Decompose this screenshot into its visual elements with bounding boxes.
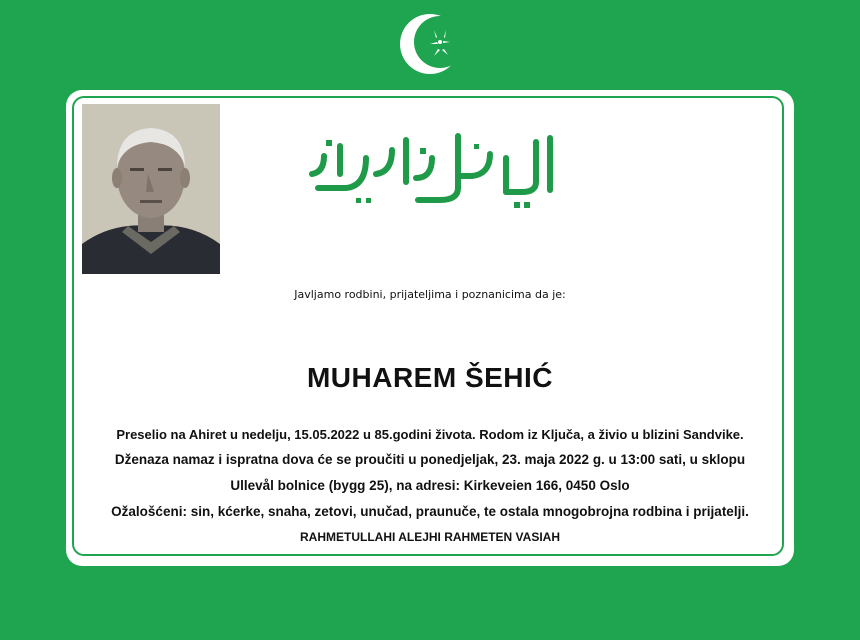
- death-details: Preselio na Ahiret u nedelju, 15.05.2022 u 85.godini života. Rodom iz Ključa, a živio u blizini Sandvike.: [116, 427, 744, 442]
- crescent-star-icon: [394, 8, 466, 80]
- arabic-calligraphy: [300, 128, 562, 220]
- funeral-details: Dženaza namaz i ispratna dova će se proučiti u ponedjeljak, 23. maja 2022 g. u 13:00 sati, u sklopu: [114, 452, 746, 467]
- closing-prayer: RAHMETULLAHI ALEJHI RAHMETEN VASIAH: [300, 530, 560, 544]
- mourners-text: Ožalošćeni: sin, kćerke, snaha, zetovi, unučad, praunuče, te ostala mnogobrojna rodbina i prijatelji.: [111, 504, 749, 519]
- intro-text: Javljamo rodbini, prijateljima i poznanicima da je:: [294, 288, 566, 301]
- funeral-address: Ullevål bolnice (bygg 25), na adresi: Kirkeveien 166, 0450 Oslo: [230, 478, 630, 493]
- portrait-photo: [82, 104, 220, 274]
- deceased-name: MUHAREM ŠEHIĆ: [306, 362, 554, 393]
